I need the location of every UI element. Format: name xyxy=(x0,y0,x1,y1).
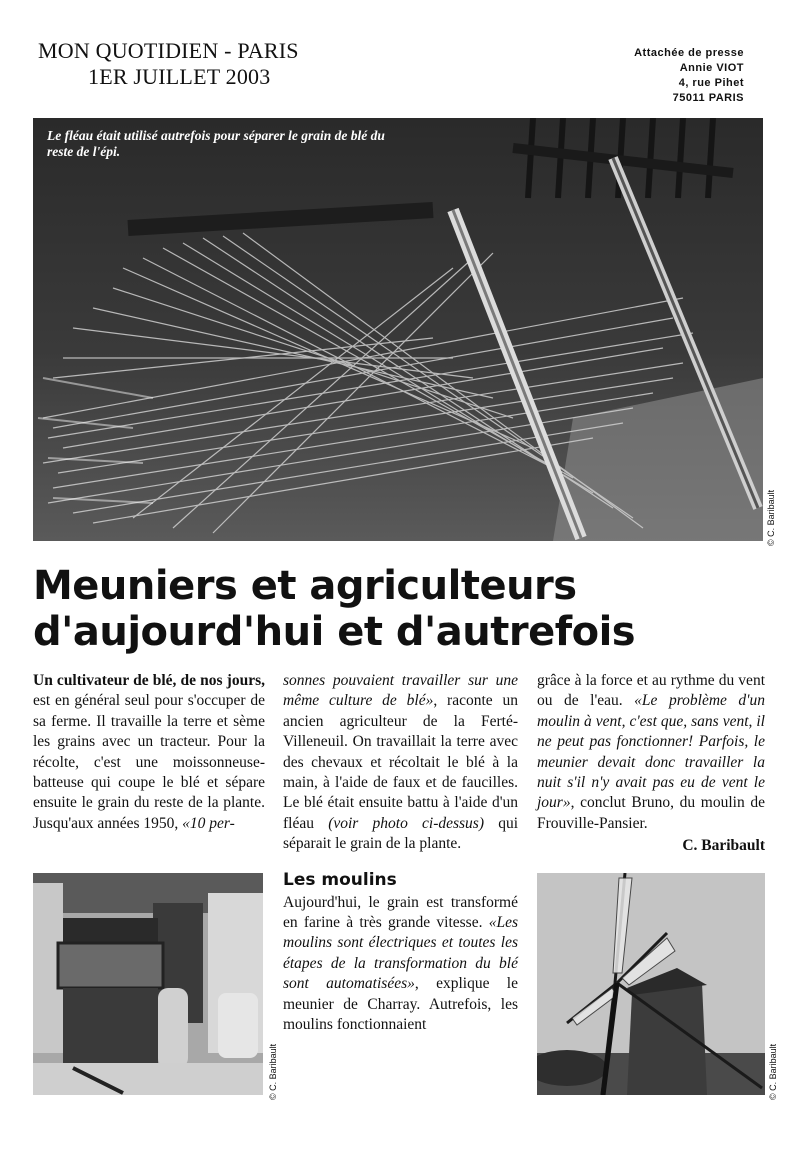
column-3-text-1: grâce à la force et au rythme du vent ou de l'eau. xyxy=(537,672,765,710)
photo-credit-left: © C. Baribault xyxy=(268,1043,278,1100)
column-2-text-4: , explique le meunier de Charray. Autrefois, les moulins fonctionnaient xyxy=(283,975,518,1034)
mill-machine-illustration xyxy=(33,873,263,1095)
section-subhead: Les moulins xyxy=(283,869,397,890)
flail-photo xyxy=(33,118,763,541)
press-role: Attachée de presse xyxy=(634,47,744,59)
article-lead: Un cultivateur de blé, de nos jours, xyxy=(33,672,265,689)
mill-machine-photo xyxy=(33,873,263,1095)
column-2-text-2: qui séparait le grain de la plante. xyxy=(283,814,519,853)
column-2-quote-2: «Les moulins sont électriques et toutes les étapes de la transformation du blé sont automatisées» xyxy=(283,914,518,993)
article-column-3 xyxy=(537,671,765,857)
headline-line1: Meuniers et agriculteurs xyxy=(33,563,577,609)
article-column-2 xyxy=(283,671,518,1036)
windmill-illustration xyxy=(537,873,765,1095)
column-2-quote: sonnes pouvaient travailler sur une même culture de blé» xyxy=(283,672,518,710)
headline-line2: d'aujourd'hui et d'autrefois xyxy=(33,609,636,655)
column-1-quote: «10 per- xyxy=(182,814,235,832)
article-headline xyxy=(33,563,773,655)
article-column-1 xyxy=(33,671,265,834)
masthead xyxy=(38,38,368,90)
press-name: Annie VIOT xyxy=(679,62,744,74)
windmill-photo xyxy=(537,873,765,1095)
photo-caption: Le fléau était utilisé autrefois pour séparer le grain de blé du reste de l'épi. xyxy=(47,128,385,159)
publication-name: MON QUOTIDIEN - PARIS xyxy=(38,38,299,63)
photo-credit-main: © C. Baribault xyxy=(766,489,776,546)
article-signature: C. Baribault xyxy=(682,837,765,855)
column-2-parenthetical: (voir photo ci-dessus) xyxy=(328,814,484,832)
press-contact xyxy=(564,46,744,106)
photo-credit-right: © C. Baribault xyxy=(768,1043,778,1100)
column-3-quote: «Le problème d'un moulin à vent, c'est que, sans vent, il ne peut pas fonctionner! Parfois, le meunier devait donc travailler la nuit s'il n'y avait pas eu de vent le jour» xyxy=(537,692,765,812)
column-3-text-2: , conclut Bruno, du moulin de Frouville-Pansier. xyxy=(537,794,765,832)
press-street: 4, rue Pihet xyxy=(678,77,744,89)
publication-date: 1ER JUILLET 2003 xyxy=(88,64,271,89)
flail-photo-illustration xyxy=(33,118,763,541)
column-2-text-3: Aujourd'hui, le grain est transformé en farine à très grande vitesse. xyxy=(283,893,518,932)
column-1-text: est en général seul pour s'occuper de sa ferme. Il travaille la terre et sème les grains avec un tracteur. Pour la récolte, c'est une moissonneuse-batteuse qui coupe le blé et sépare ensuite le grain du reste de la plante. Jusqu'aux années 1950, xyxy=(33,692,265,832)
press-city: 75011 PARIS xyxy=(672,92,744,104)
column-2-text-1: , raconte un ancien agriculteur de la Ferté-Villeneuil. On travaillait la terre avec des chevaux et récoltait le blé à la main, à l'aide de faux et de faucilles. Le blé était ensuite battu à l'aide d'un fléau xyxy=(283,692,518,832)
